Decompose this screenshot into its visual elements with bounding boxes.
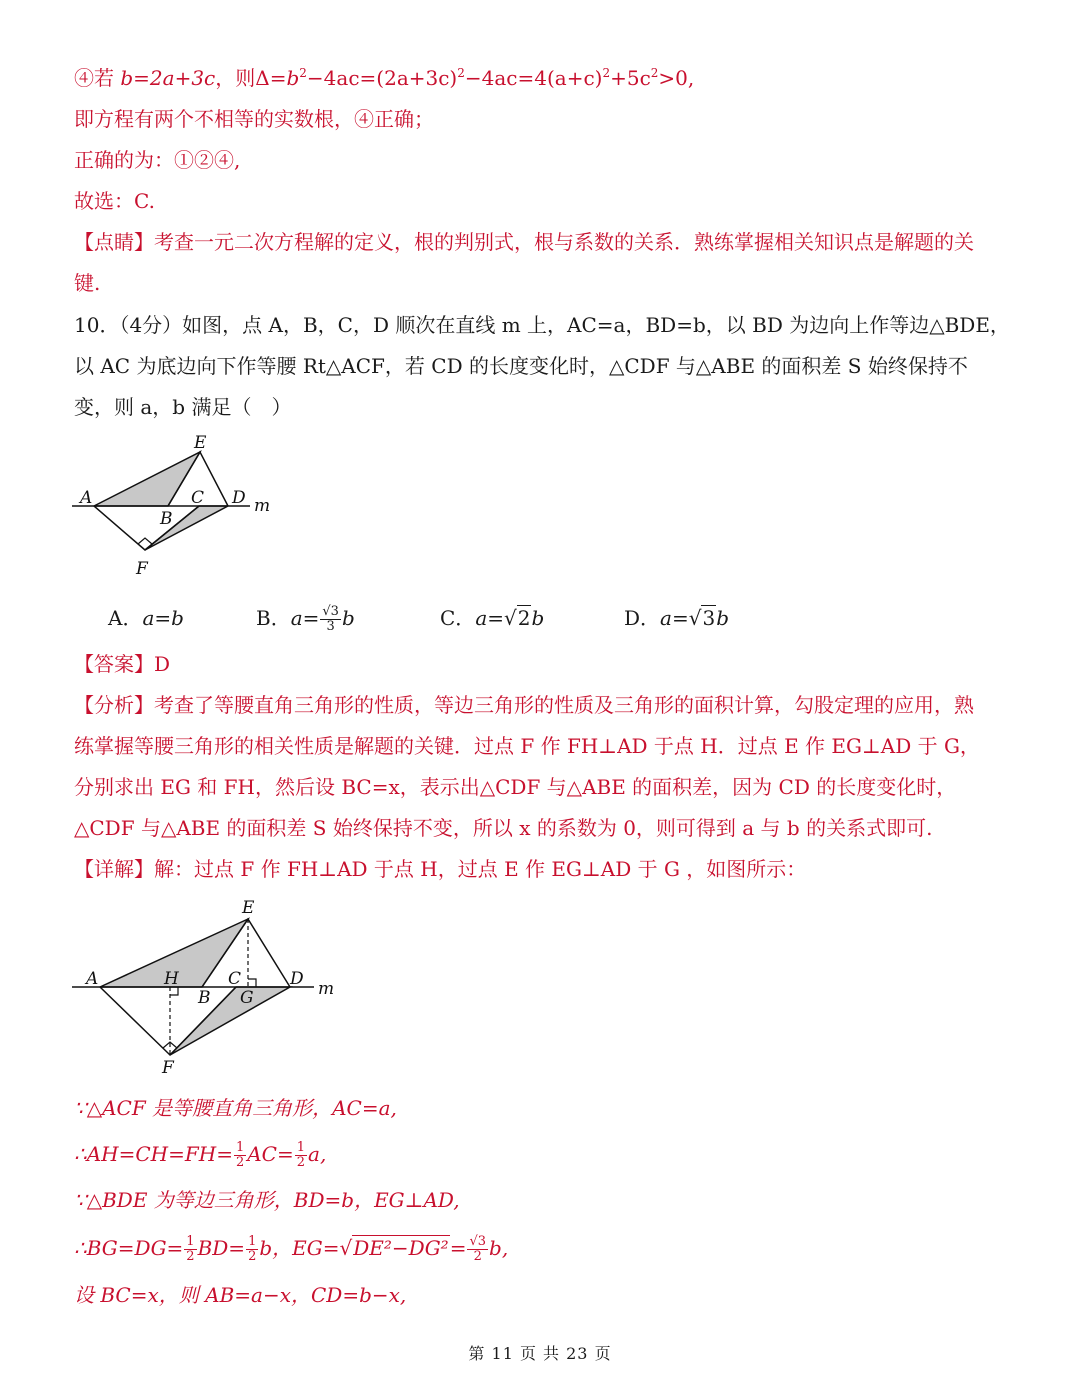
option-d[interactable]: D．a=√3b [624, 606, 730, 630]
question-line-3: 变，则 a，b 满足（ ） [74, 395, 292, 419]
label-B: B [198, 988, 211, 1008]
label-E: E [194, 433, 207, 453]
detail-step-4: ∴BG=DG= $\frac{1}{2}$ BD= $\frac{1}{2}$ b，EG=√DE²−DG²= $\frac{√3}{2}$ b, [74, 1234, 509, 1264]
label-F: F [162, 1058, 174, 1078]
shaded-triangle-cdf [145, 506, 228, 550]
answer-line [74, 650, 170, 678]
label-E: E [242, 898, 255, 918]
figure-2 [70, 893, 370, 1078]
label-H: H [164, 969, 179, 989]
analysis-line-1: 【分析】考查了等腰直角三角形的性质，等边三角形的性质及三角形的面积计算，勾股定理的应用，熟 [74, 693, 974, 717]
option-c[interactable]: C．a=√2b [440, 606, 545, 630]
detail-step-2: ∴AH=CH=FH= $\frac{1}{2}$ AC= $\frac{1}{2}$ a, [74, 1140, 327, 1170]
label-G: G [240, 988, 254, 1008]
analysis-tag: 【分析】 [74, 693, 154, 717]
detail-tag: 【详解】 [74, 857, 154, 881]
label-C: C [228, 969, 242, 989]
detail-step-1: ∵△ACF 是等腰直角三角形，AC=a, [74, 1096, 397, 1120]
solution-line-3: 正确的为：①②④, [74, 148, 241, 172]
label-D: D [290, 969, 304, 989]
shaded-triangle-cdf [170, 987, 290, 1055]
answer-tag: 【答案】 [74, 652, 154, 676]
comment-tag: 【点睛】 [74, 230, 154, 254]
solution-line-1: ④若 b=2a+3c，则$\Delta=b^2-4ac=(2a+3c)^2-4ac=4(a+c)^2+5c^2>0$, [74, 66, 695, 90]
solution-line-4: 故选：C. [74, 189, 155, 213]
figure-1 [70, 432, 370, 582]
analysis-line-4: △CDF 与△ABE 的面积差 S 始终保持不变，所以 x 的系数为 0，则可得到 a 与 b 的关系式即可. [74, 816, 933, 840]
detail-intro: 【详解】解：过点 F 作 FH⊥AD 于点 H，过点 E 作 EG⊥AD 于 G ，如图所示： [74, 857, 807, 881]
label-m: m [254, 496, 271, 516]
label-A: A [86, 969, 99, 989]
option-a[interactable]: A．a=b [108, 606, 184, 630]
option-b[interactable]: B．a= $\frac{√3}{3}$ b [256, 604, 355, 634]
solution-line-2: 即方程有两个不相等的实数根，④正确； [74, 107, 434, 131]
label-B: B [160, 509, 173, 529]
question-line-2: 以 AC 为底边向下作等腰 Rt△ACF，若 CD 的长度变化时，△CDF 与△ABE 的面积差 S 始终保持不 [74, 354, 968, 378]
right-angle-mark [138, 538, 152, 544]
label-A: A [80, 488, 93, 508]
label-C: C [191, 488, 205, 508]
answer-value: D [154, 652, 171, 676]
analysis-line-3: 分别求出 EG 和 FH，然后设 BC=x，表示出△CDF 与△ABE 的面积差，因为 CD 的长度变化时， [74, 775, 957, 799]
label-D: D [232, 488, 246, 508]
detail-step-5: 设 BC=x，则 AB=a−x，CD=b−x, [74, 1283, 407, 1307]
question-line-1: 10．（4分）如图，点 A，B，C，D 顺次在直线 m 上，AC=a，BD=b，以 BD 为边向上作等边△BDE， [74, 313, 1010, 337]
comment-line-2: 键. [74, 271, 101, 295]
right-angle-mark-g [248, 979, 256, 987]
analysis-line-2: 练掌握等腰三角形的相关性质是解题的关键．过点 F 作 FH⊥AD 于点 H．过点 E 作 EG⊥AD 于 G， [74, 734, 980, 758]
detail-step-3: ∵△BDE 为等边三角形，BD=b，EG⊥AD, [74, 1188, 460, 1212]
comment-line: 【点睛】考查一元二次方程解的定义，根的判别式，根与系数的关系．熟练掌握相关知识点是解题的关 [74, 230, 974, 254]
label-m: m [318, 979, 335, 999]
page-footer: 第 11 页 共 23 页 [468, 1344, 612, 1363]
label-F: F [136, 559, 148, 579]
